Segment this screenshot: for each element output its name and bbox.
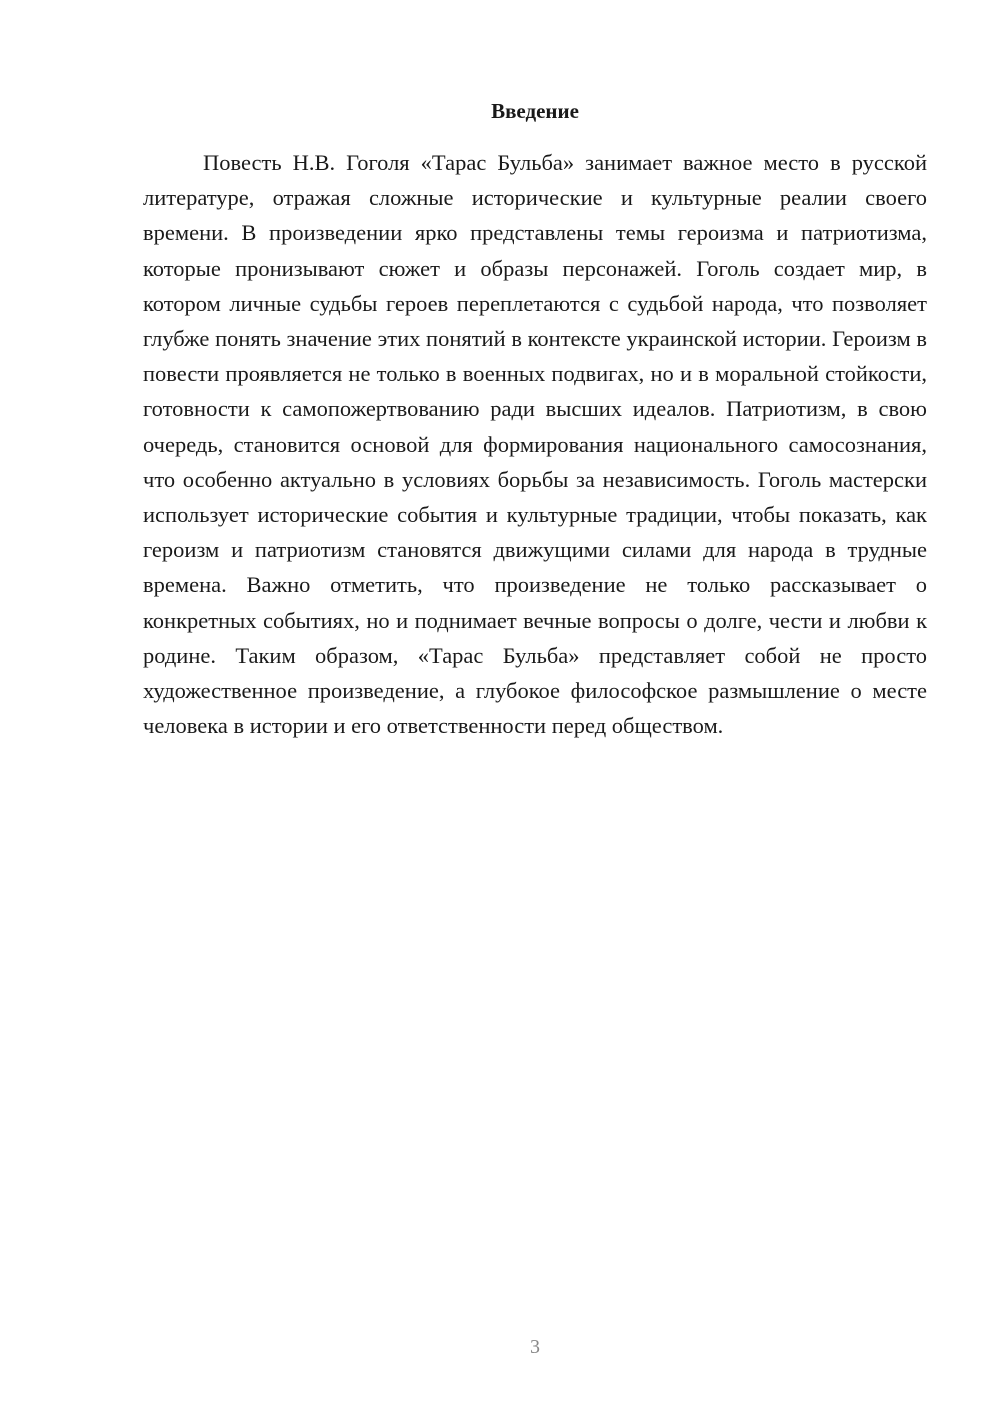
body-paragraph: Повесть Н.В. Гоголя «Тарас Бульба» занимает важное место в русской литературе, отражая сложные исторические и культурные реалии своего времени. В произведении ярко представлены темы героизма и патриотизма, которые пронизывают сюжет и образы персонажей. Гоголь создает мир, в котором личные судьбы героев переплетаются с судьбой народа, что позволяет глубже понять значение этих понятий в контексте украинской истории. Героизм в повести проявляется не только в военных подвигах, но и в моральной стойкости, готовности к самопожертвованию ради высших идеалов. Патриотизм, в свою очередь, становится основой для формирования национального самосознания, что особенно актуально в условиях борьбы за независимость. Гоголь мастерски использует исторические события и культурные традиции, чтобы показать, как героизм и патриотизм становятся движущими силами для народа в трудные времена. Важно отметить, что произведение не только рассказывает о конкретных событиях, но и поднимает вечные вопросы о долге, чести и любви к родине. Таким образом, «Тарас Бульба» представляет собой не просто художественное произведение, а глубокое философское размышление о месте человека в истории и его ответственности перед обществом.	[143, 150, 927, 739]
section-title: Введение	[491, 99, 579, 123]
page-number: 3	[530, 1336, 540, 1358]
